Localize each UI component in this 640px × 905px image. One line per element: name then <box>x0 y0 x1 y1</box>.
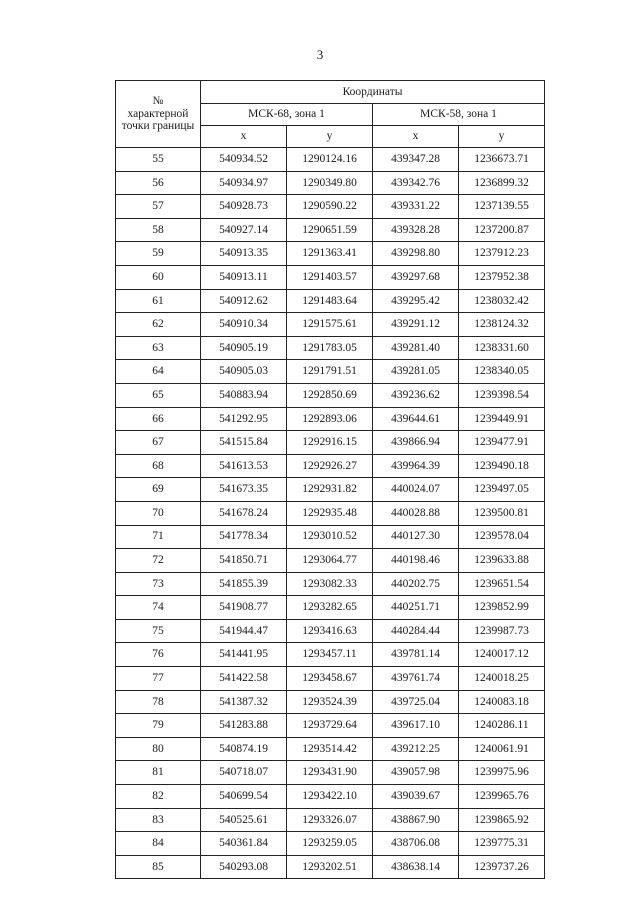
point-number-cell: 62 <box>116 313 201 337</box>
msk58-x-cell: 439281.05 <box>373 360 459 384</box>
msk68-y-cell: 1291403.57 <box>287 265 373 289</box>
msk68-y-cell: 1291783.05 <box>287 336 373 360</box>
msk68-x-cell: 540874.19 <box>201 737 287 761</box>
msk58-x-cell: 440251.71 <box>373 596 459 620</box>
system2-x-header: x <box>373 126 459 148</box>
msk58-x-cell: 439342.76 <box>373 171 459 195</box>
msk58-x-cell: 439328.28 <box>373 218 459 242</box>
msk68-x-cell: 540699.54 <box>201 785 287 809</box>
point-number-cell: 84 <box>116 832 201 856</box>
msk58-y-cell: 1239737.26 <box>459 855 545 879</box>
msk68-y-cell: 1292850.69 <box>287 383 373 407</box>
msk68-x-cell: 540905.03 <box>201 360 287 384</box>
msk68-x-cell: 540912.62 <box>201 289 287 313</box>
msk58-x-cell: 438867.90 <box>373 808 459 832</box>
msk68-x-cell: 540927.14 <box>201 218 287 242</box>
msk58-x-cell: 439295.42 <box>373 289 459 313</box>
msk58-x-cell: 439236.62 <box>373 383 459 407</box>
msk68-x-cell: 541283.88 <box>201 714 287 738</box>
msk58-x-cell: 439964.39 <box>373 454 459 478</box>
coordinates-table <box>115 80 545 879</box>
msk58-x-cell: 439331.22 <box>373 195 459 219</box>
msk58-x-cell: 440202.75 <box>373 572 459 596</box>
table-row <box>116 596 545 620</box>
msk68-y-cell: 1290651.59 <box>287 218 373 242</box>
msk58-x-cell: 439617.10 <box>373 714 459 738</box>
msk58-y-cell: 1239578.04 <box>459 525 545 549</box>
point-number-cell: 60 <box>116 265 201 289</box>
msk68-y-cell: 1293422.10 <box>287 785 373 809</box>
point-number-cell: 82 <box>116 785 201 809</box>
table-row <box>116 454 545 478</box>
msk68-x-cell: 540293.08 <box>201 855 287 879</box>
table-row <box>116 148 545 172</box>
msk58-y-cell: 1240018.25 <box>459 667 545 691</box>
msk58-x-cell: 439866.94 <box>373 431 459 455</box>
msk58-x-cell: 439297.68 <box>373 265 459 289</box>
msk58-x-cell: 439781.14 <box>373 643 459 667</box>
msk58-y-cell: 1237952.38 <box>459 265 545 289</box>
msk58-x-cell: 439761.74 <box>373 667 459 691</box>
point-number-cell: 72 <box>116 549 201 573</box>
msk58-y-cell: 1240286.11 <box>459 714 545 738</box>
msk58-x-cell: 439212.25 <box>373 737 459 761</box>
msk58-x-cell: 438638.14 <box>373 855 459 879</box>
msk68-x-cell: 541515.84 <box>201 431 287 455</box>
msk68-y-cell: 1293326.07 <box>287 808 373 832</box>
msk58-x-cell: 439291.12 <box>373 313 459 337</box>
table-row <box>116 336 545 360</box>
table-row <box>116 383 545 407</box>
table-row <box>116 855 545 879</box>
table-row <box>116 525 545 549</box>
msk68-x-cell: 540913.11 <box>201 265 287 289</box>
msk68-y-cell: 1291363.41 <box>287 242 373 266</box>
page-number: 3 <box>316 47 324 62</box>
msk68-x-cell: 541441.95 <box>201 643 287 667</box>
table-row <box>116 478 545 502</box>
msk68-y-cell: 1291575.61 <box>287 313 373 337</box>
point-number-cell: 74 <box>116 596 201 620</box>
msk68-y-cell: 1293259.05 <box>287 832 373 856</box>
table-row <box>116 407 545 431</box>
point-number-cell: 78 <box>116 690 201 714</box>
table-row <box>116 289 545 313</box>
msk68-x-cell: 541678.24 <box>201 501 287 525</box>
table-row <box>116 431 545 455</box>
msk68-y-cell: 1293514.42 <box>287 737 373 761</box>
msk68-y-cell: 1293416.63 <box>287 619 373 643</box>
msk58-y-cell: 1239449.91 <box>459 407 545 431</box>
msk68-y-cell: 1290124.16 <box>287 148 373 172</box>
msk58-x-cell: 439347.28 <box>373 148 459 172</box>
table-row <box>116 265 545 289</box>
point-number-cell: 67 <box>116 431 201 455</box>
msk58-y-cell: 1239987.73 <box>459 619 545 643</box>
msk58-y-cell: 1239497.05 <box>459 478 545 502</box>
table-body <box>116 148 545 879</box>
point-number-cell: 69 <box>116 478 201 502</box>
msk58-x-cell: 440024.07 <box>373 478 459 502</box>
msk68-x-cell: 541944.47 <box>201 619 287 643</box>
msk58-y-cell: 1239775.31 <box>459 832 545 856</box>
coordinates-header: Координаты <box>201 81 545 104</box>
msk68-x-cell: 540883.94 <box>201 383 287 407</box>
table-row <box>116 667 545 691</box>
system2-y-header: y <box>459 126 545 148</box>
msk58-y-cell: 1239975.96 <box>459 761 545 785</box>
point-number-cell: 58 <box>116 218 201 242</box>
point-number-cell: 56 <box>116 171 201 195</box>
table-row <box>116 549 545 573</box>
system2-header: МСК-58, зона 1 <box>373 104 545 126</box>
table-row <box>116 242 545 266</box>
msk68-x-cell: 541908.77 <box>201 596 287 620</box>
table-row <box>116 761 545 785</box>
msk58-y-cell: 1236673.71 <box>459 148 545 172</box>
msk58-y-cell: 1240061.91 <box>459 737 545 761</box>
point-number-header <box>116 81 201 148</box>
table-row <box>116 619 545 643</box>
msk68-y-cell: 1292916.15 <box>287 431 373 455</box>
msk58-y-cell: 1238032.42 <box>459 289 545 313</box>
msk58-x-cell: 439057.98 <box>373 761 459 785</box>
msk58-x-cell: 440028.88 <box>373 501 459 525</box>
msk58-x-cell: 438706.08 <box>373 832 459 856</box>
msk68-y-cell: 1292893.06 <box>287 407 373 431</box>
msk68-x-cell: 540910.34 <box>201 313 287 337</box>
point-number-cell: 68 <box>116 454 201 478</box>
msk68-x-cell: 541613.53 <box>201 454 287 478</box>
msk58-y-cell: 1239490.18 <box>459 454 545 478</box>
msk68-x-cell: 540934.52 <box>201 148 287 172</box>
point-number-cell: 76 <box>116 643 201 667</box>
msk58-y-cell: 1239852.99 <box>459 596 545 620</box>
msk68-y-cell: 1293431.90 <box>287 761 373 785</box>
msk68-y-cell: 1293457.11 <box>287 643 373 667</box>
system1-y-header: y <box>287 126 373 148</box>
table-row <box>116 218 545 242</box>
msk58-y-cell: 1239398.54 <box>459 383 545 407</box>
msk58-y-cell: 1237200.87 <box>459 218 545 242</box>
msk68-x-cell: 540525.61 <box>201 808 287 832</box>
msk58-x-cell: 440127.30 <box>373 525 459 549</box>
table-row <box>116 313 545 337</box>
msk68-y-cell: 1293064.77 <box>287 549 373 573</box>
msk68-x-cell: 541422.58 <box>201 667 287 691</box>
msk58-y-cell: 1238331.60 <box>459 336 545 360</box>
point-number-cell: 81 <box>116 761 201 785</box>
msk68-y-cell: 1293282.65 <box>287 596 373 620</box>
msk58-x-cell: 439298.80 <box>373 242 459 266</box>
msk68-x-cell: 541850.71 <box>201 549 287 573</box>
msk58-y-cell: 1239633.88 <box>459 549 545 573</box>
msk68-y-cell: 1293729.64 <box>287 714 373 738</box>
point-number-cell: 71 <box>116 525 201 549</box>
point-number-cell: 77 <box>116 667 201 691</box>
point-number-cell: 63 <box>116 336 201 360</box>
table-row <box>116 832 545 856</box>
msk68-x-cell: 541855.39 <box>201 572 287 596</box>
msk68-y-cell: 1291483.64 <box>287 289 373 313</box>
msk58-x-cell: 439725.04 <box>373 690 459 714</box>
point-number-cell: 59 <box>116 242 201 266</box>
msk58-y-cell: 1237912.23 <box>459 242 545 266</box>
msk68-x-cell: 540905.19 <box>201 336 287 360</box>
point-number-cell: 85 <box>116 855 201 879</box>
msk68-y-cell: 1293010.52 <box>287 525 373 549</box>
table-row <box>116 572 545 596</box>
msk68-y-cell: 1293458.67 <box>287 667 373 691</box>
msk58-y-cell: 1239477.91 <box>459 431 545 455</box>
point-number-cell: 73 <box>116 572 201 596</box>
msk68-x-cell: 541778.34 <box>201 525 287 549</box>
table-row <box>116 195 545 219</box>
msk68-x-cell: 540718.07 <box>201 761 287 785</box>
point-number-cell: 64 <box>116 360 201 384</box>
msk68-x-cell: 541387.32 <box>201 690 287 714</box>
system1-x-header: x <box>201 126 287 148</box>
table-row <box>116 808 545 832</box>
point-number-cell: 57 <box>116 195 201 219</box>
msk68-x-cell: 541673.35 <box>201 478 287 502</box>
system1-header: МСК-68, зона 1 <box>201 104 373 126</box>
table-row <box>116 643 545 667</box>
point-number-cell: 61 <box>116 289 201 313</box>
msk68-x-cell: 540928.73 <box>201 195 287 219</box>
msk58-y-cell: 1239651.54 <box>459 572 545 596</box>
msk68-y-cell: 1290349.80 <box>287 171 373 195</box>
point-number-cell: 55 <box>116 148 201 172</box>
msk58-x-cell: 439039.67 <box>373 785 459 809</box>
msk68-y-cell: 1292935.48 <box>287 501 373 525</box>
table-row <box>116 171 545 195</box>
msk68-x-cell: 541292.95 <box>201 407 287 431</box>
msk68-y-cell: 1290590.22 <box>287 195 373 219</box>
point-number-cell: 75 <box>116 619 201 643</box>
point-number-cell: 66 <box>116 407 201 431</box>
point-number-cell: 79 <box>116 714 201 738</box>
point-number-cell: 83 <box>116 808 201 832</box>
table-row <box>116 360 545 384</box>
msk58-y-cell: 1239500.81 <box>459 501 545 525</box>
msk58-x-cell: 439644.61 <box>373 407 459 431</box>
table-row <box>116 737 545 761</box>
msk58-y-cell: 1236899.32 <box>459 171 545 195</box>
msk58-y-cell: 1239865.92 <box>459 808 545 832</box>
msk68-x-cell: 540361.84 <box>201 832 287 856</box>
msk68-y-cell: 1293524.39 <box>287 690 373 714</box>
msk68-y-cell: 1292931.82 <box>287 478 373 502</box>
msk58-y-cell: 1238340.05 <box>459 360 545 384</box>
point-header-line3: точки границы <box>121 120 195 133</box>
table-row <box>116 690 545 714</box>
msk68-x-cell: 540934.97 <box>201 171 287 195</box>
msk58-y-cell: 1240083.18 <box>459 690 545 714</box>
msk58-y-cell: 1237139.55 <box>459 195 545 219</box>
point-header-line2: характерной <box>127 107 189 120</box>
msk68-y-cell: 1293082.33 <box>287 572 373 596</box>
msk68-y-cell: 1291791.51 <box>287 360 373 384</box>
msk68-y-cell: 1293202.51 <box>287 855 373 879</box>
point-number-cell: 65 <box>116 383 201 407</box>
msk58-x-cell: 440284.44 <box>373 619 459 643</box>
msk58-x-cell: 440198.46 <box>373 549 459 573</box>
table-row <box>116 714 545 738</box>
msk68-x-cell: 540913.35 <box>201 242 287 266</box>
msk58-y-cell: 1240017.12 <box>459 643 545 667</box>
msk58-x-cell: 439281.40 <box>373 336 459 360</box>
point-number-cell: 80 <box>116 737 201 761</box>
msk58-y-cell: 1239965.76 <box>459 785 545 809</box>
msk58-y-cell: 1238124.32 <box>459 313 545 337</box>
table-row <box>116 785 545 809</box>
point-header-line1: № <box>152 95 164 108</box>
msk68-y-cell: 1292926.27 <box>287 454 373 478</box>
point-number-cell: 70 <box>116 501 201 525</box>
table-row <box>116 501 545 525</box>
